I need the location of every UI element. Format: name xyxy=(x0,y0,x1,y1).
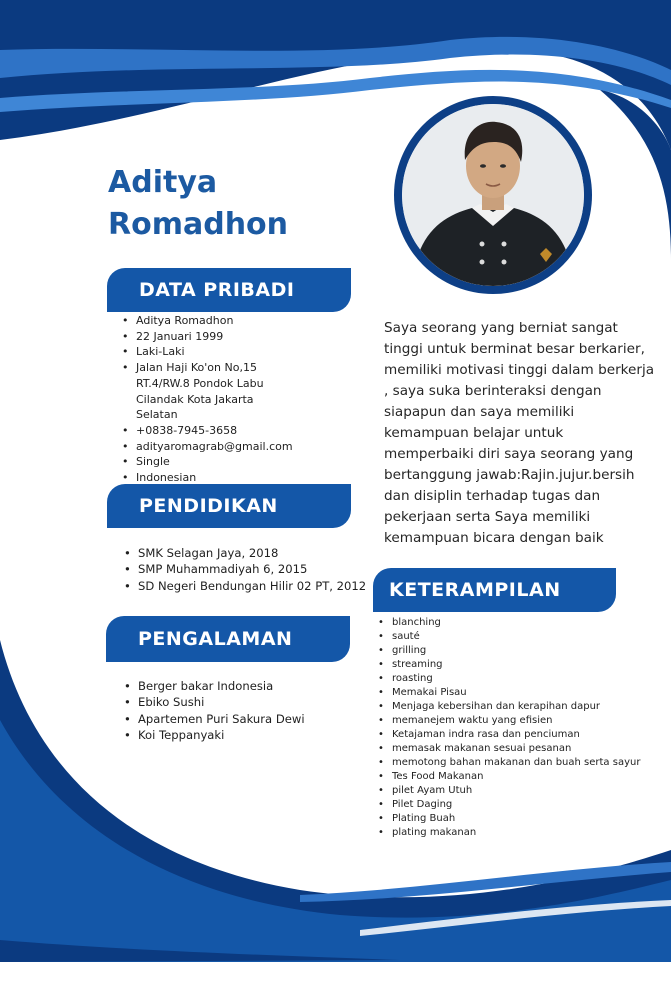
list-item: • Apartemen Puri Sakura Dewi xyxy=(124,711,354,727)
list-item: • Jalan Haji Ko'on No,15 RT.4/RW.8 Pondok Labu Cilandak Kota Jakarta Selatan xyxy=(122,360,282,423)
list-item: • Pilet Daging xyxy=(378,798,648,812)
list-item: • Memakai Pisau xyxy=(378,686,648,700)
list-item: • grilling xyxy=(378,644,648,658)
list-item: • SD Negeri Bendungan Hilir 02 PT, 2012 xyxy=(124,578,374,594)
section-title: PENGALAMAN xyxy=(138,628,293,650)
list-item: • Indonesian xyxy=(122,470,352,486)
list-item: • Single xyxy=(122,454,352,470)
list-item: • Ebiko Sushi xyxy=(124,694,354,710)
person-name xyxy=(108,162,288,246)
list-item: • streaming xyxy=(378,658,648,672)
list-item: • SMK Selagan Jaya, 2018 xyxy=(124,545,374,561)
list-item: • +0838-7945-3658 xyxy=(122,423,352,439)
list-item: • roasting xyxy=(378,672,648,686)
section-title: KETERAMPILAN xyxy=(389,579,561,601)
list-item: • blanching xyxy=(378,616,648,630)
list-item: • memotong bahan makanan dan buah serta sayur xyxy=(378,756,648,770)
list-item: • adityaromagrab@gmail.com xyxy=(122,439,352,455)
section-pengalaman xyxy=(106,616,350,662)
list-item: • Tes Food Makanan xyxy=(378,770,648,784)
name-first: Aditya xyxy=(108,165,218,200)
education-list xyxy=(124,545,374,594)
name-last: Romadhon xyxy=(108,207,289,242)
profile-summary: Saya seorang yang berniat sangat tinggi untuk berminat besar berkarier, memiliki motivasi tinggi dalam berkerja , saya suka berinteraksi dengan siapapun dan saya memiliki kemampuan belajar untuk memperbaiki diri saya seorang yang bertanggung jawab:Rajin.jujur.bersih dan disiplin terhadap tugas dan pekerjaan serta Saya memiliki kemampuan bicara dengan baik xyxy=(384,320,655,546)
section-title: DATA PRIBADI xyxy=(139,279,295,301)
list-item: • Plating Buah xyxy=(378,812,648,826)
list-item: • memanejem waktu yang efisien xyxy=(378,714,648,728)
list-item: • plating makanan xyxy=(378,826,648,840)
bottom-white-edge xyxy=(0,962,671,1000)
personal-data-list xyxy=(122,313,352,486)
list-item: • SMP Muhammadiyah 6, 2015 xyxy=(124,561,374,577)
list-item: • memasak makanan sesuai pesanan xyxy=(378,742,648,756)
list-item: • Ketajaman indra rasa dan penciuman xyxy=(378,728,648,742)
section-title: PENDIDIKAN xyxy=(139,495,278,517)
list-item: • Aditya Romadhon xyxy=(122,313,352,329)
list-item: • 22 Januari 1999 xyxy=(122,329,352,345)
list-item: • pilet Ayam Utuh xyxy=(378,784,648,798)
section-keterampilan xyxy=(373,568,616,612)
list-item: • Menjaga kebersihan dan kerapihan dapur xyxy=(378,700,648,714)
list-item: • Berger bakar Indonesia xyxy=(124,678,354,694)
experience-list xyxy=(124,678,354,744)
skills-list xyxy=(378,616,648,840)
section-data-pribadi xyxy=(107,268,351,312)
list-item: • Laki-Laki xyxy=(122,344,352,360)
profile-photo xyxy=(402,104,584,286)
list-item: • Koi Teppanyaki xyxy=(124,727,354,743)
section-pendidikan xyxy=(107,484,351,528)
person-photo-icon xyxy=(402,104,584,286)
list-item: • sauté xyxy=(378,630,648,644)
